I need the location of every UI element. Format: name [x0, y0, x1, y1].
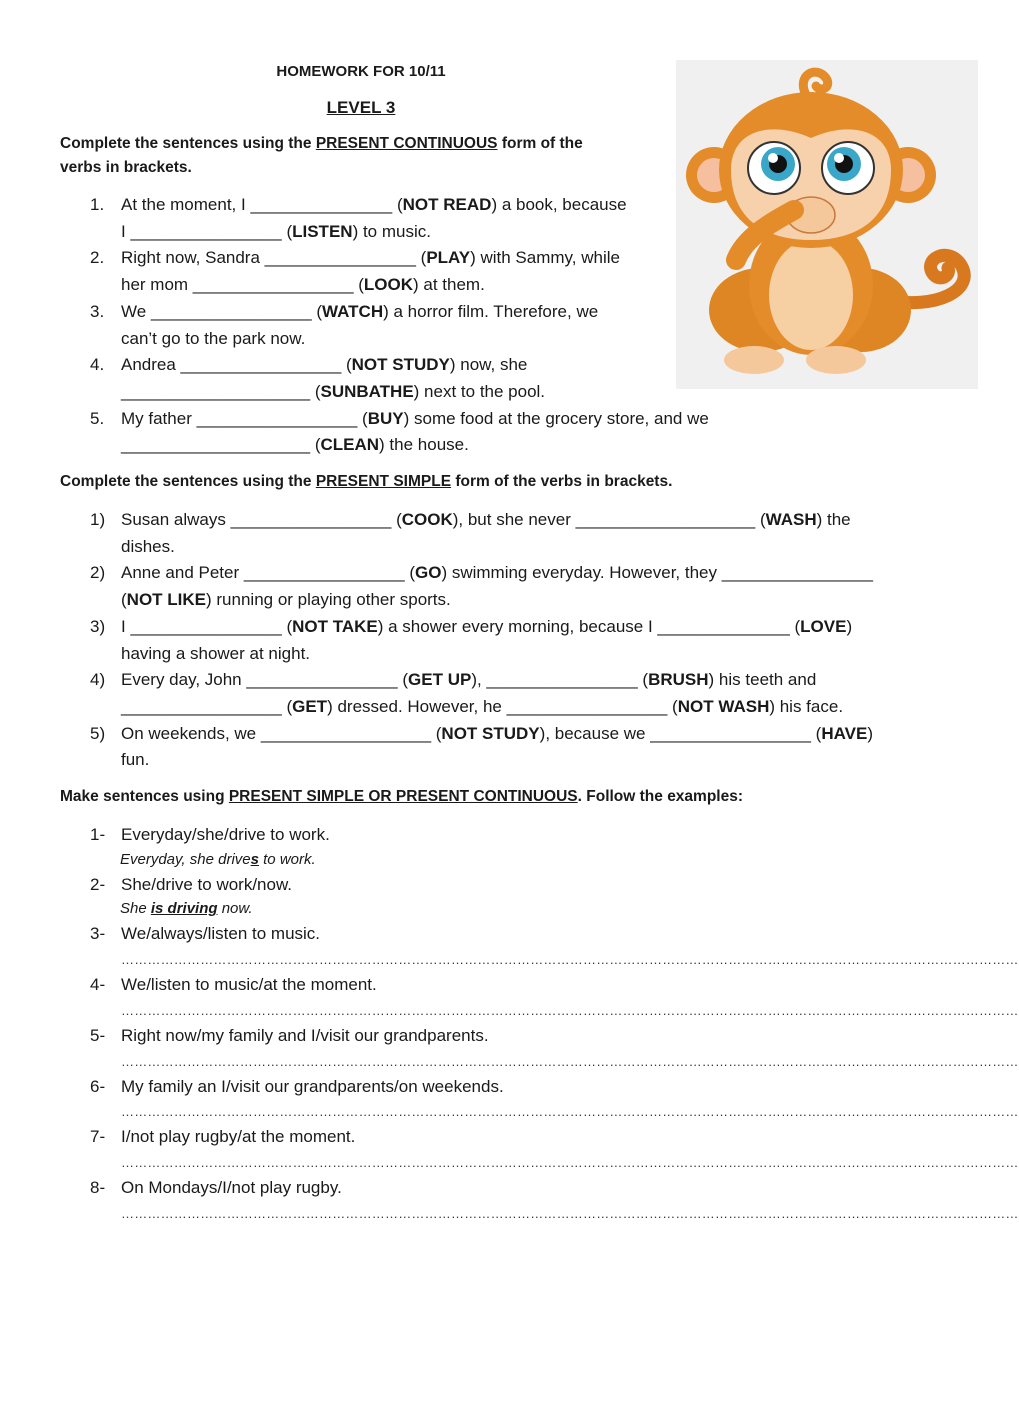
example-item: 2- She/drive to work/now. She is driving now.: [60, 872, 940, 922]
example-answer: She is driving now.: [120, 900, 253, 918]
list-item: 4- We/listen to music/at the moment. ……………………………………………………………………………………………………………………………………………………………………………………: [60, 972, 940, 1023]
answer-line[interactable]: ……………………………………………………………………………………………………………………………………………………………………………………: [121, 1002, 1019, 1018]
answer-line[interactable]: ……………………………………………………………………………………………………………………………………………………………………………………: [121, 1154, 1019, 1170]
list-item: 1. At the moment, I _______________ (NOT READ) a book, because I ________________ (LISTEN) to music.: [90, 195, 627, 241]
list-item: 5. My father _________________ (BUY) some food at the grocery store, and we ____________________ (CLEAN) the house.: [90, 408, 709, 455]
list-item: 5) On weekends, we __________________ (NOT STUDY), because we _________________ (HAVE) fun.: [90, 723, 873, 770]
example-item: 1- Everyday/she/drive to work. Everyday, she drives to work.: [60, 822, 940, 872]
list-item: 4) Every day, John ________________ (GET UP), ________________ (BRUSH) his teeth and _________________ (GET) dressed. However, he _________________ (NOT WASH) his face.: [90, 670, 844, 716]
list-item: 1) Susan always _________________ (COOK), but she never ___________________ (WASH) the dishes.: [90, 510, 851, 556]
section1-list: [60, 192, 820, 459]
list-item: 8- On Mondays/I/not play rugby. ……………………………………………………………………………………………………………………………………………………………………………………: [60, 1175, 940, 1226]
section3-instruction: Make sentences using PRESENT SIMPLE OR PRESENT CONTINUOUS. Follow the examples:: [60, 788, 744, 805]
list-item: 2. Right now, Sandra ________________ (PLAY) with Sammy, while her mom _________________ (LOOK) at them.: [90, 248, 620, 295]
list-item: 3) I ________________ (NOT TAKE) a shower every morning, because I ______________ (LOVE) having a shower at night.: [90, 616, 853, 663]
worksheet-title: HOMEWORK FOR 10/11: [276, 63, 446, 80]
section3-list: [60, 822, 1019, 1226]
answer-line[interactable]: ……………………………………………………………………………………………………………………………………………………………………………………: [121, 1104, 1019, 1120]
answer-line[interactable]: ……………………………………………………………………………………………………………………………………………………………………………………: [121, 1053, 1019, 1069]
example-answer: Everyday, she drives to work.: [120, 850, 316, 868]
section2-instruction: Complete the sentences using the PRESENT SIMPLE form of the verbs in brackets.: [60, 473, 673, 490]
answer-line[interactable]: ……………………………………………………………………………………………………………………………………………………………………………………: [121, 952, 1019, 968]
answer-line[interactable]: ……………………………………………………………………………………………………………………………………………………………………………………: [121, 1205, 1019, 1221]
list-item: 4. Andrea _________________ (NOT STUDY) now, she ____________________ (SUNBATHE) next to the pool.: [90, 355, 546, 401]
section2-list: [60, 507, 940, 774]
list-item: 6- My family an I/visit our grandparents/on weekends. ……………………………………………………………………………………………………………………………………………………………………………………: [60, 1074, 940, 1125]
section1-instruction: Complete the sentences using the PRESENT CONTINUOUS form of the verbs in brackets.: [60, 135, 583, 176]
list-item: 2) Anne and Peter _________________ (GO) swimming everyday. However, they ________________ (NOT LIKE) running or playing other sports.: [90, 563, 873, 610]
level-heading: LEVEL 3: [326, 98, 396, 117]
list-item: 3- We/always/listen to music. ……………………………………………………………………………………………………………………………………………………………………………………: [60, 921, 940, 972]
list-item: 3. We _________________ (WATCH) a horror film. Therefore, we can’t go to the park now.: [90, 301, 599, 348]
list-item: 5- Right now/my family and I/visit our grandparents. ……………………………………………………………………………………………………………………………………………………………………………………: [60, 1023, 940, 1074]
list-item: 7- I/not play rugby/at the moment. ……………………………………………………………………………………………………………………………………………………………………………………: [60, 1124, 940, 1175]
